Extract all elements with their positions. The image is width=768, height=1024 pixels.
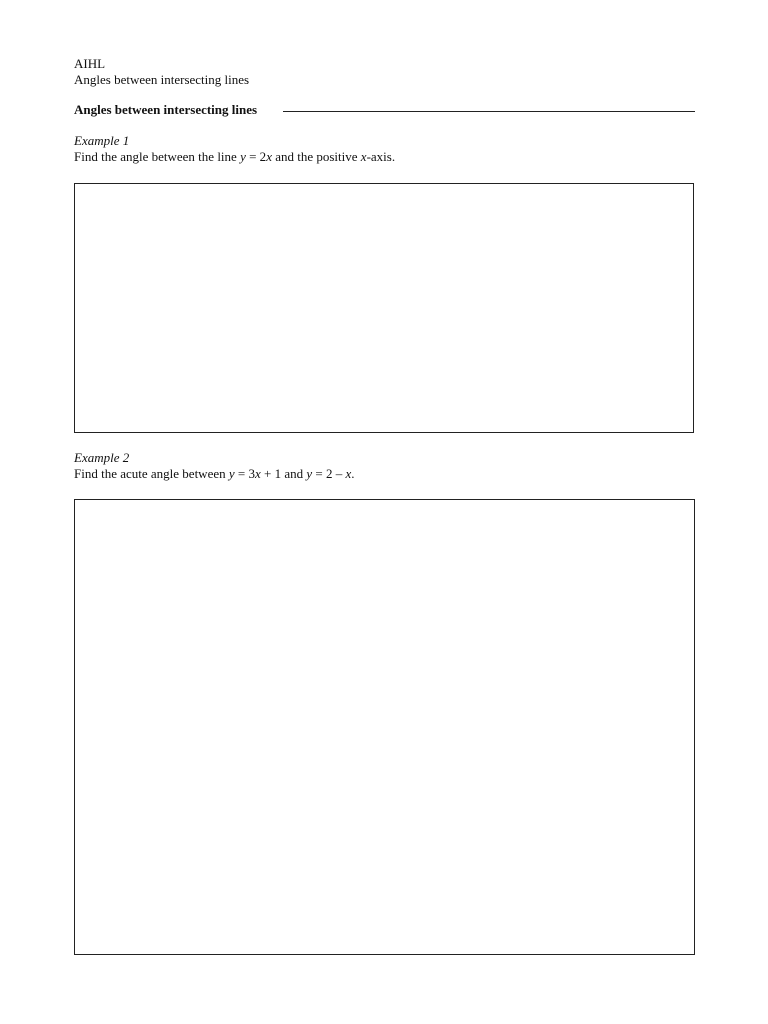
example-1-label: Example 1 — [74, 133, 130, 148]
question-text: . — [351, 466, 355, 481]
question-text: and the positive — [271, 149, 361, 164]
math-variable: y — [228, 466, 235, 481]
math-variable: y — [240, 149, 246, 164]
question-text: + 1 and — [260, 466, 307, 481]
course-code: AIHL — [74, 56, 106, 71]
math-variable: x — [254, 466, 261, 481]
example-2-label: Example 2 — [74, 450, 130, 465]
math-variable: x — [345, 466, 352, 481]
question-text: = 3 — [234, 466, 255, 481]
example-2-question — [74, 466, 355, 482]
example-1-question — [74, 149, 395, 165]
question-text: = 2 — [245, 149, 267, 164]
example-2-answer-box — [74, 499, 695, 955]
section-heading — [74, 102, 695, 120]
math-variable: y — [306, 466, 313, 481]
question-text: -axis. — [366, 149, 396, 164]
question-text: = 2 – — [312, 466, 346, 481]
math-variable: x — [266, 149, 272, 164]
worksheet-subtitle: Angles between intersecting lines — [74, 72, 250, 87]
section-heading-text: Angles between intersecting lines — [74, 102, 258, 117]
math-variable: x — [360, 149, 367, 164]
question-text: Find the angle between the line — [74, 149, 241, 164]
example-1-answer-box — [74, 183, 694, 433]
heading-rule — [283, 111, 695, 112]
question-text: Find the acute angle between — [74, 466, 229, 481]
